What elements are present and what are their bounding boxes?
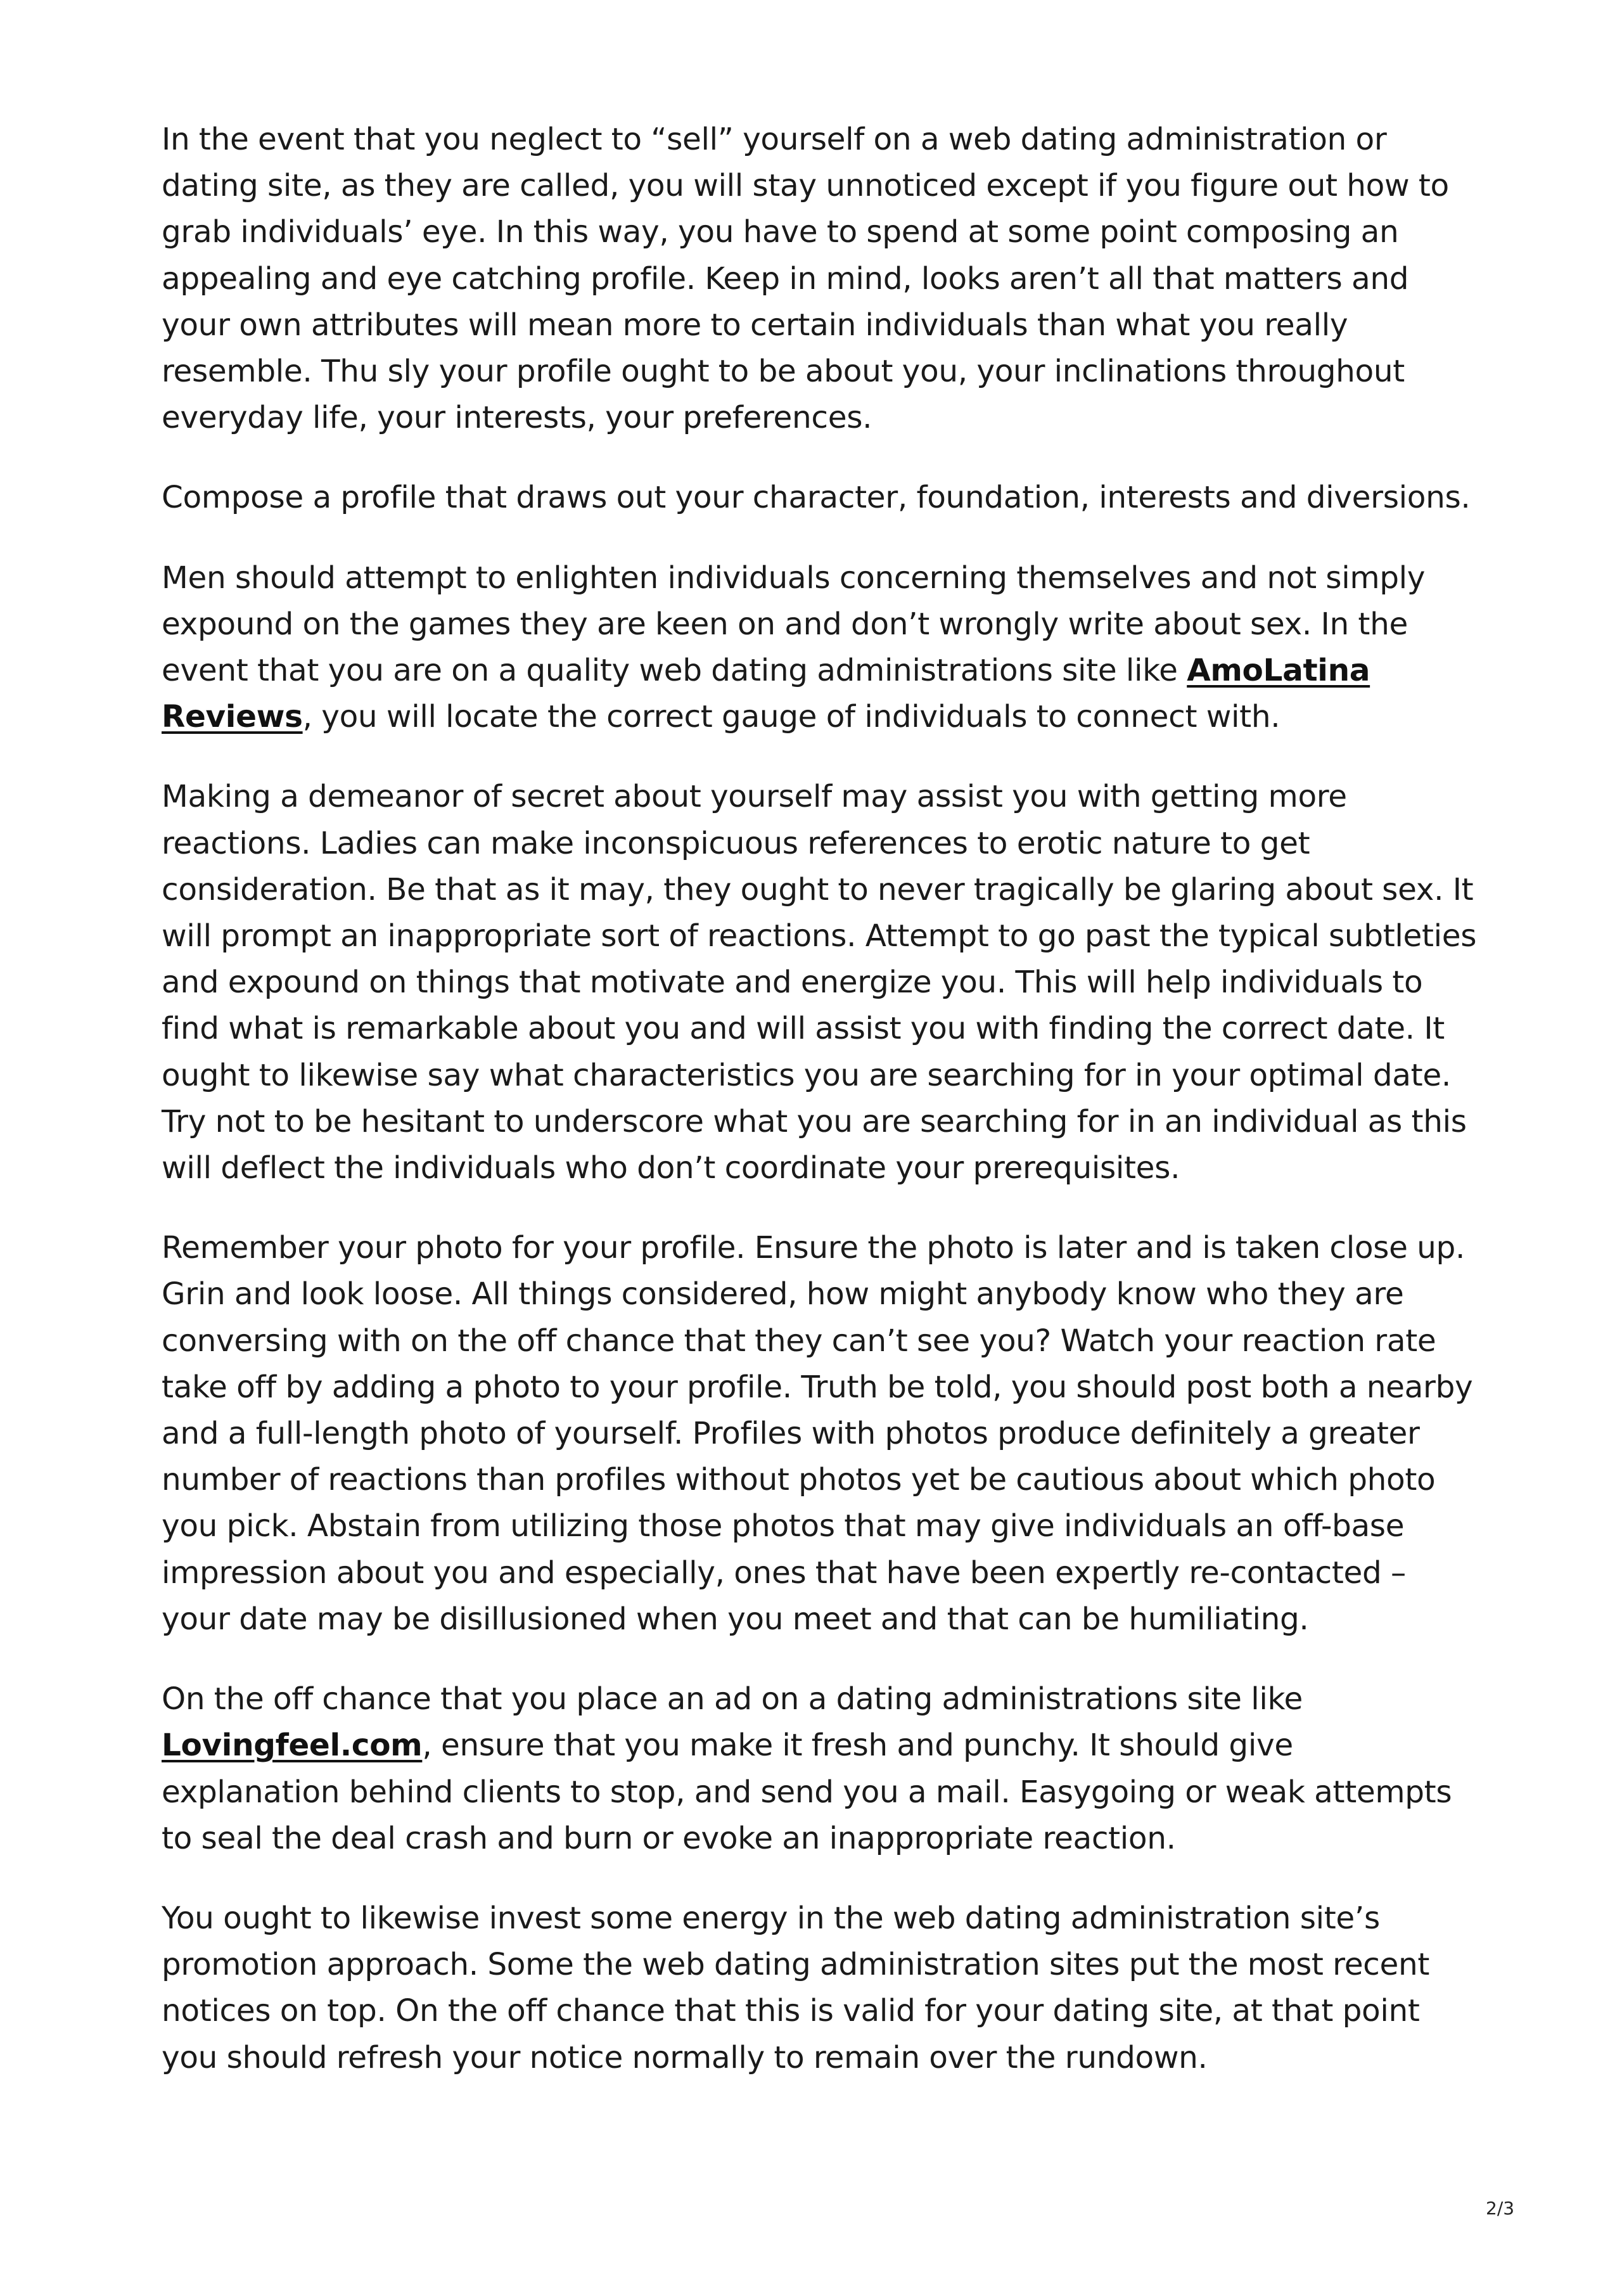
paragraph-text: On the off chance that you place an ad on a dating administrations site like — [162, 1681, 1303, 1717]
paragraph-photo: Remember your photo for your profile. Ensure the photo is later and is taken close up. Grin and look loose. All things considered, how might anybody know who they are conversing with on the off chance that they can’t see you? Watch your reaction rate take off by adding a photo to your profile. Truth be told, you should post both a nearby and a full-length photo of yourself. Profiles with photos produce definitely a greater number of reactions than profiles without photos yet be cautious about which photo you pick. Abstain from utilizing those photos that may give individuals an off-base impression about you and especially, ones that have been expertly re-contacted – your date may be disillusioned when you meet and that can be humiliating. — [162, 1230, 1473, 1637]
paragraph-promotion: You ought to likewise invest some energy in the web dating administration site’s promotion approach. Some the web dating administration sites put the most recent notices on top. On the off chance that this is valid for your dating site, at that point you should refresh your notice normally to remain over the rundown. — [162, 1900, 1430, 2075]
paragraph-intro: In the event that you neglect to “sell” yourself on a web dating administration or dating site, as they are called, you will stay unnoticed except if you figure out how to grab individuals’ eye. In this way, you have to spend at some point composing an appealing and eye catching profile. Keep in mind, looks aren’t all that matters and your own attributes will mean more to certain individuals than what you really resemble. Thu sly your profile ought to be about you, your inclinations throughout everyday life, your interests, your preferences. — [162, 122, 1449, 436]
paragraph-text: , you will locate the correct gauge of individuals to connect with. — [302, 699, 1280, 735]
paragraph-compose-profile: Compose a profile that draws out your character, foundation, interests and diversions. — [162, 480, 1471, 516]
paragraph-men-advice — [162, 555, 1479, 741]
lovingfeel-link[interactable]: Lovingfeel.com — [162, 1728, 423, 1764]
page-number: 2/3 — [1486, 2198, 1515, 2219]
paragraph-ad — [162, 1676, 1479, 1862]
paragraph-mystery: Making a demeanor of secret about yourself may assist you with getting more reactions. Ladies can make inconspicuous references to erotic nature to get consideration. Be that as it may, they ought to never tragically be glaring about sex. It will prompt an inappropriate sort of reactions. Attempt to go past the typical subtleties and expound on things that motivate and energize you. This will help individuals to find what is remarkable about you and will assist you with finding the correct date. It ought to likewise say what characteristics you are searching for in your optimal date. Try not to be hesitant to underscore what you are searching for in an individual as this will deflect the individuals who don’t coordinate your prerequisites. — [162, 779, 1477, 1186]
paragraph-text: , ensure that you make it fresh and punchy. It should give explanation behind clients to stop, and send you a mail. Easygoing or weak attempts to seal the deal crash and burn or evoke an inappropriate reaction. — [162, 1728, 1452, 1856]
amolatina-reviews-link[interactable]: AmoLatina Reviews — [162, 653, 1370, 735]
paragraph-text: Men should attempt to enlighten individuals concerning themselves and not simply expound on the games they are keen on and don’t wrongly write about sex. In the event that you are on a quality web dating administrations site like — [162, 560, 1426, 689]
article-body — [162, 117, 1479, 2115]
